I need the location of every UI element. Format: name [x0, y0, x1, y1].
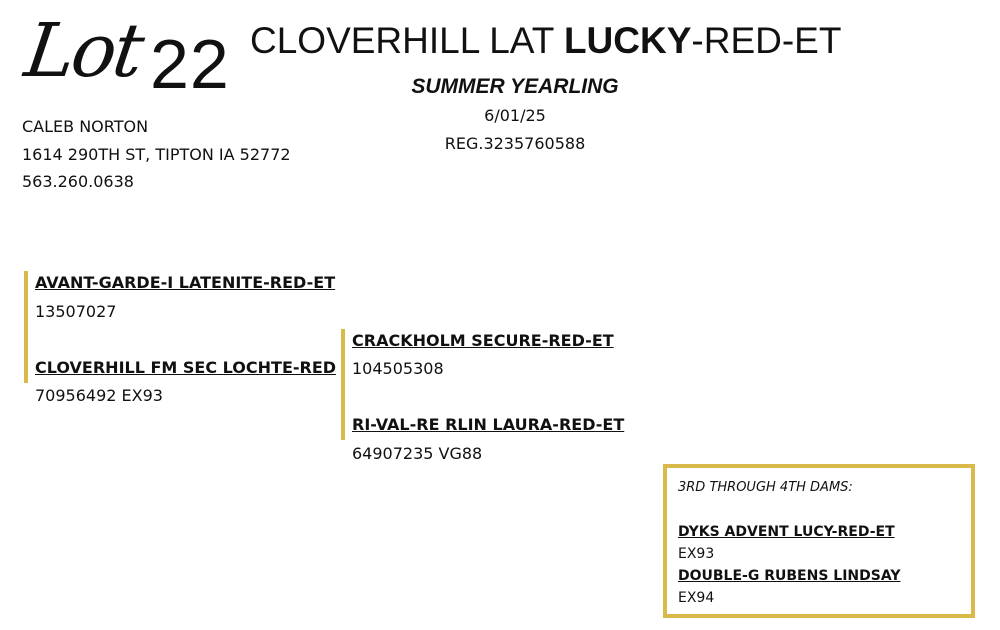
animal-name-title [250, 18, 842, 64]
sire-name: AVANT-GARDE-I LATENITE-RED-ET [35, 273, 336, 292]
dam-registration: 70956492 EX93 [35, 386, 163, 405]
third-dam-score: EX93 [678, 546, 715, 562]
dam-name: CLOVERHILL FM SEC LOCHTE-RED [35, 358, 337, 377]
dam-sire-registration: 104505308 [352, 359, 444, 378]
further-dams-box [663, 464, 975, 618]
birth-date: 6/01/25 [484, 106, 546, 125]
pedigree-bracket-sire-dam [24, 271, 28, 383]
animal-name-emphasis: LUCKY [563, 20, 692, 61]
sire-registration: 13507027 [35, 302, 117, 321]
animal-name-prefix: CLOVERHILL LAT [250, 20, 564, 61]
further-dams-heading: 3RD THROUGH 4TH DAMS: [678, 480, 853, 495]
third-dam-name: DYKS ADVENT LUCY-RED-ET [678, 524, 895, 540]
consignor-phone: 563.260.0638 [22, 172, 134, 191]
consignor-address: 1614 290TH ST, TIPTON IA 52772 [22, 145, 291, 164]
fourth-dam-score: EX94 [678, 590, 715, 606]
dam-sire-name: CRACKHOLM SECURE-RED-ET [352, 331, 614, 350]
pedigree-bracket-dam-parents [341, 329, 345, 440]
fourth-dam-name: DOUBLE-G RUBENS LINDSAY [678, 568, 901, 584]
animal-name-suffix: -RED-ET [691, 20, 842, 61]
animal-class: SUMMER YEARLING [411, 75, 619, 98]
registration-number: REG.3235760588 [444, 134, 586, 153]
lot-script-word: Lot [19, 8, 147, 94]
dam-dam-registration: 64907235 VG88 [352, 444, 483, 463]
dam-dam-name: RI-VAL-RE RLIN LAURA-RED-ET [352, 415, 625, 434]
consignor-name: CALEB NORTON [22, 117, 149, 136]
lot-number: 22 [150, 25, 230, 103]
